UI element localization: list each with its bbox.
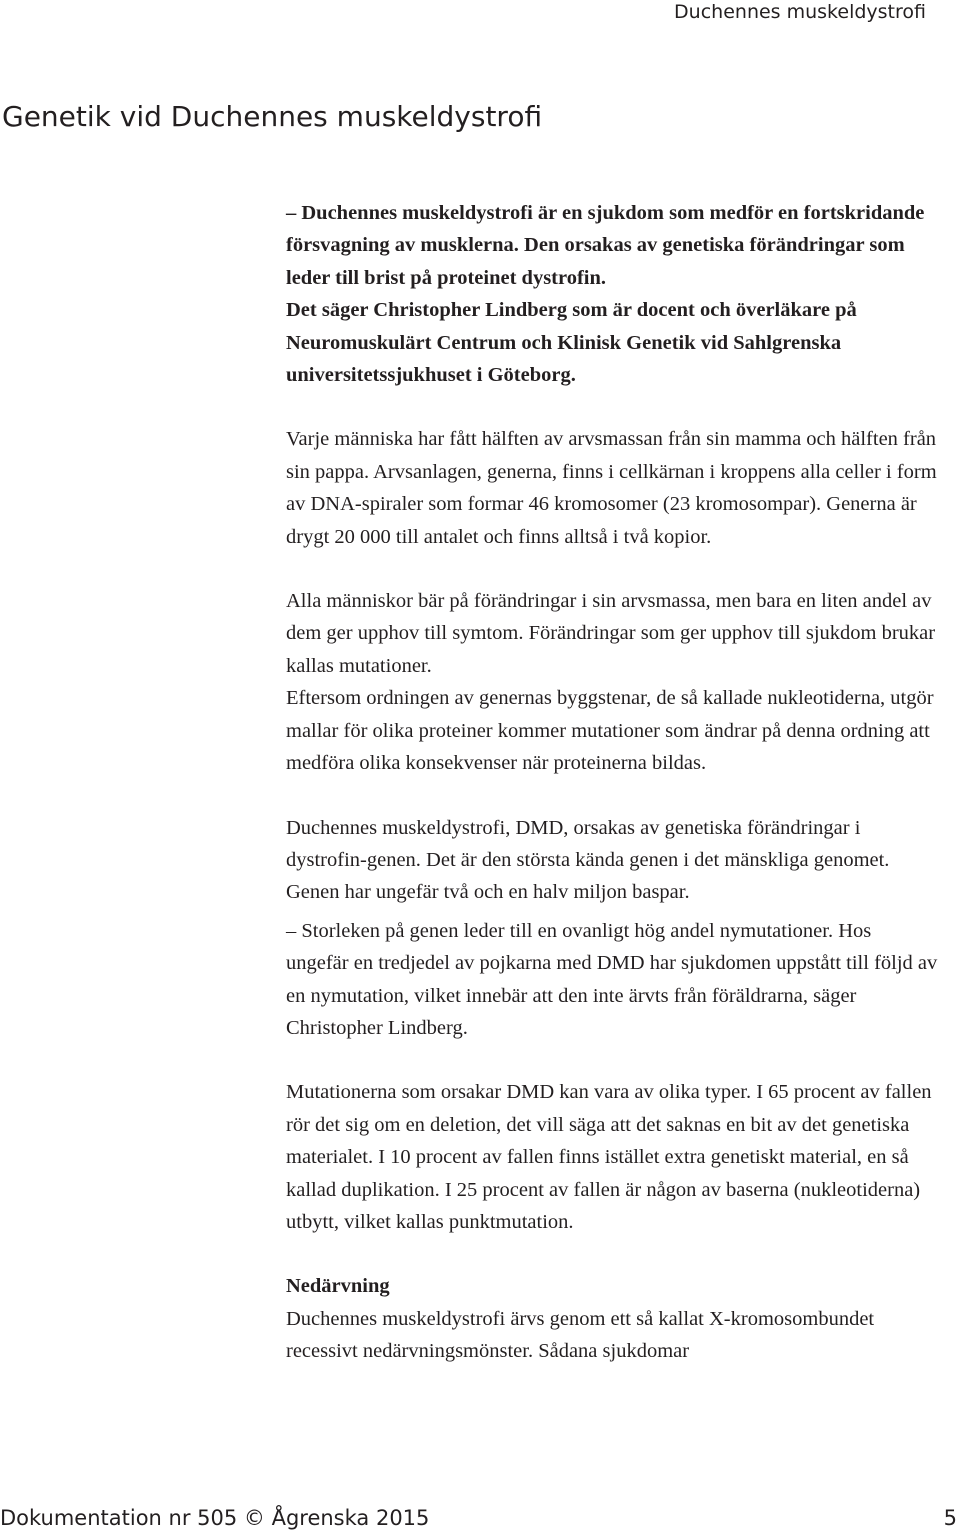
paragraph-mutations: Alla människor bär på förändringar i sin arvsmassa, men bara en liten andel av dem ger upphov till symtom. Förändringar som ger upphov till sjukdom brukar kallas mutationer. (286, 590, 936, 677)
running-header: Duchennes muskeldystrofi (674, 1, 926, 23)
paragraph-new-mutations: – Storleken på genen leder till en ovanligt hög andel nymutationer. Hos ungefär en tredjedel av pojkarna med DMD har sjukdomen uppstått till följd av en nymutation, vilket innebär att den inte ärvts från föräldrarna, säger Christopher Lindberg. (286, 919, 938, 1039)
paragraph-dmd-gene: Duchennes muskeldystrofi, DMD, orsakas av genetiska förändringar i dystrofin-genen. Det är den största kända genen i det mänskliga genomet. Genen har ungefär två och en halv miljon baspar. (286, 816, 890, 904)
footer-publication: Dokumentation nr 505 © Ågrenska 2015 (0, 1506, 430, 1530)
section-heading-inheritance: Nedärvning (286, 1275, 390, 1298)
paragraph-mutation-types: Mutationerna som orsakar DMD kan vara av olika typer. I 65 procent av fallen rör det sig om en deletion, det vill säga att det saknas en bit av det genetiska materialet. I 10 procent av fallen finns istället extra genetiskt material, en så kallad duplikation. I 25 procent av fallen är någon av baserna (nukleotiderna) utbytt, vilket kallas punktmutation. (286, 1081, 932, 1233)
article-body (286, 197, 938, 1368)
page-title: Genetik vid Duchennes muskeldystrofi (2, 100, 543, 133)
lead-attribution: Det säger Christopher Lindberg som är docent och överläkare på Neuromuskulärt Centrum och Klinisk Genetik vid Sahlgrenska universitetssjukhuset i Göteborg. (286, 299, 857, 387)
paragraph-inheritance-basics: Varje människa har fått hälften av arvsmassan från sin mamma och hälften från sin pappa. Arvsanlagen, generna, finns i cellkärnan i kroppens alla celler i form av DNA-spiraler som formar 46 kromosomer (23 kromosompar). Generna är drygt 20 000 till antalet och finns alltså i två kopior. (286, 428, 937, 548)
paragraph-nucleotides: Eftersom ordningen av genernas byggstenar, de så kallade nukleotiderna, utgör mallar för olika proteiner kommer mutationer som ändrar på denna ordning att medföra olika konsekvenser när proteinerna bildas. (286, 687, 934, 775)
page-number: 5 (943, 1506, 957, 1530)
paragraph-x-linked: Duchennes muskeldystrofi ärvs genom ett så kallat X-kromosombundet recessivt nedärvningsmönster. Sådana sjukdomar (286, 1307, 875, 1363)
lead-quote: – Duchennes muskeldystrofi är en sjukdom som medför en fortskridande försvagning av musklerna. Den orsakas av genetiska förändringar som leder till brist på proteinet dystrofin. (286, 202, 925, 289)
